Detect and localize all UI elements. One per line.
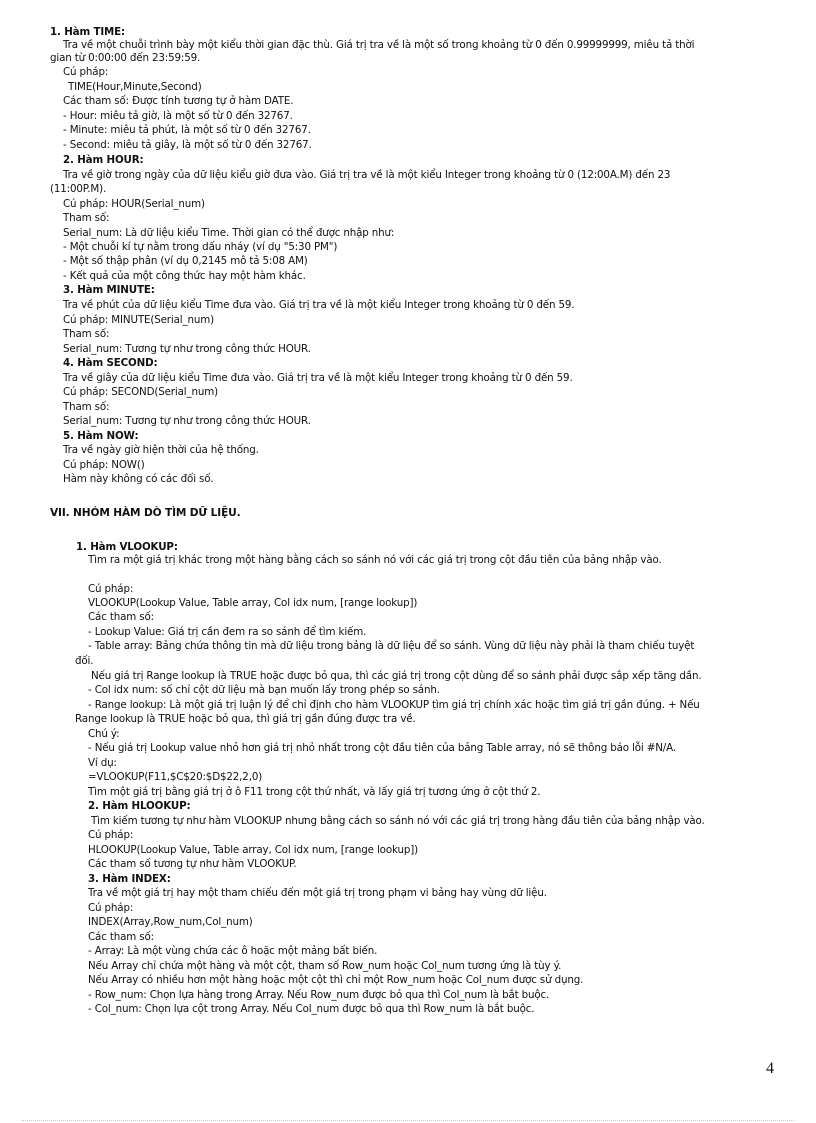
paragraph-line: Cú pháp: NOW() [63, 459, 145, 471]
paragraph-line: - Kết quả của một công thức hay một hàm khác. [63, 270, 306, 282]
paragraph-line: đối. [75, 655, 94, 667]
paragraph-line: Cú pháp: [88, 829, 134, 841]
heading-second: 4. Hàm SECOND: [63, 357, 158, 369]
paragraph-line: Tra về một chuỗi trình bày một kiểu thời gian đặc thù. Giá trị tra về là một số trong khoảng từ 0 đến 0.99999999, miêu tả thời [63, 39, 695, 51]
syntax-line: VLOOKUP(Lookup Value, Table array, Col idx num, [range lookup]) [88, 597, 418, 609]
paragraph-line: Cú pháp: SECOND(Serial_num) [63, 386, 218, 398]
paragraph-line: Cú pháp: [88, 902, 134, 914]
paragraph-line: Tra về giây của dữ liệu kiểu Time đưa vào. Giá trị tra về là một kiểu Integer trong khoảng từ 0 đến 59. [63, 372, 573, 384]
paragraph-line: Cú pháp: MINUTE(Serial_num) [63, 314, 214, 326]
paragraph-line: Cú pháp: [63, 66, 109, 78]
heading-index: 3. Hàm INDEX: [88, 873, 171, 885]
paragraph-line: Tìm một giá trị bằng giá trị ở ô F11 trong cột thứ nhất, và lấy giá trị tương ứng ở cột thứ 2. [88, 786, 541, 798]
paragraph-line: Các tham số tương tự như hàm VLOOKUP. [88, 858, 297, 870]
paragraph-line: Tham số: [63, 401, 110, 413]
paragraph-line: Serial_num: Tương tự như trong công thức HOUR. [63, 415, 311, 427]
paragraph-line: Serial_num: Tương tự như trong công thức HOUR. [63, 343, 311, 355]
paragraph-line: gian từ 0:00:00 đến 23:59:59. [50, 52, 201, 64]
paragraph-line: Nếu Array có nhiều hơn một hàng hoặc một cột thì chỉ một Row_num hoặc Col_num được sử dụng. [88, 974, 584, 986]
paragraph-line: Các tham số: [88, 611, 154, 623]
heading-hour: 2. Hàm HOUR: [63, 154, 144, 166]
formula-example: =VLOOKUP(F11,$C$20:$D$22,2,0) [88, 771, 263, 783]
paragraph-line: - Array: Là một vùng chứa các ô hoặc một mảng bất biến. [88, 945, 378, 957]
paragraph-line: Tra về phút của dữ liệu kiểu Time đưa vào. Giá trị tra về là một kiểu Integer trong khoảng từ 0 đến 59. [63, 299, 575, 311]
paragraph-line: (11:00P.M). [50, 183, 107, 195]
paragraph-line: Nếu Array chỉ chứa một hàng và một cột, tham số Row_num hoặc Col_num tương ứng là tùy ý. [88, 960, 562, 972]
paragraph-line: Cú pháp: HOUR(Serial_num) [63, 198, 205, 210]
paragraph-line: - Lookup Value: Giá trị cần đem ra so sánh để tìm kiếm. [88, 626, 367, 638]
footer-divider [22, 1120, 794, 1121]
paragraph-line: Tra về giờ trong ngày của dữ liệu kiểu giờ đưa vào. Giá trị tra về là một kiểu Integer trong khoảng từ 0 (12:00A.M) đến 23 [63, 169, 671, 181]
heading-minute: 3. Hàm MINUTE: [63, 284, 155, 296]
syntax-line: INDEX(Array,Row_num,Col_num) [88, 916, 253, 928]
paragraph-line: - Table array: Bảng chứa thông tin mà dữ liệu trong bảng là dữ liệu để so sánh. Vùng dữ liệu này phải là tham chiếu tuyệt [88, 640, 695, 652]
paragraph-line: Tìm kiếm tương tự như hàm VLOOKUP nhưng bằng cách so sánh nó với các giá trị trong hàng đầu tiên của bảng nhập vào. [91, 815, 705, 827]
syntax-line: TIME(Hour,Minute,Second) [68, 81, 202, 93]
paragraph-line: Tra về một giá trị hay một tham chiếu đến một giá trị trong phạm vi bảng hay vùng dữ liệu. [88, 887, 547, 899]
paragraph-line: Tham số: [63, 212, 110, 224]
paragraph-line: - Col_num: Chọn lựa cột trong Array. Nếu Col_num được bỏ qua thì Row_num là bắt buộc. [88, 1003, 535, 1015]
paragraph-line: Tham số: [63, 328, 110, 340]
paragraph-line: Range lookup là TRUE hoặc bỏ qua, thì giá trị gần đúng được tra về. [75, 713, 416, 725]
heading-time: 1. Hàm TIME: [50, 26, 125, 38]
paragraph-line: Ví dụ: [88, 757, 117, 769]
paragraph-line: - Row_num: Chọn lựa hàng trong Array. Nếu Row_num được bỏ qua thì Col_num là bắt buộc. [88, 989, 550, 1001]
paragraph-line: Nếu giá trị Range lookup là TRUE hoặc được bỏ qua, thì các giá trị trong cột dùng để so sánh phải được sắp xếp tăng dần. [91, 670, 702, 682]
paragraph-line: Hàm này không có các đối số. [63, 473, 214, 485]
paragraph-line: - Col idx num: số chỉ cột dữ liệu mà bạn muốn lấy trong phép so sánh. [88, 684, 440, 696]
paragraph-line: - Hour: miêu tả giờ, là một số từ 0 đến 32767. [63, 110, 293, 122]
paragraph-line: Tra về ngày giờ hiện thời của hệ thống. [63, 444, 259, 456]
section-heading-vii: VII. NHÓM HÀM DÒ TÌM DỮ LIỆU. [50, 507, 241, 519]
paragraph-line: Serial_num: Là dữ liệu kiểu Time. Thời gian có thể được nhập như: [63, 227, 395, 239]
paragraph-line: - Một số thập phân (ví dụ 0,2145 mô tả 5:08 AM) [63, 255, 308, 267]
paragraph-line: Chú ý: [88, 728, 120, 740]
heading-vlookup: 1. Hàm VLOOKUP: [76, 541, 178, 553]
paragraph-line: - Một chuỗi kí tự nằm trong dấu nháy (ví dụ "5:30 PM") [63, 241, 338, 253]
heading-hlookup: 2. Hàm HLOOKUP: [88, 800, 191, 812]
paragraph-line: - Second: miêu tả giây, là một số từ 0 đến 32767. [63, 139, 312, 151]
paragraph-line: Cú pháp: [88, 583, 134, 595]
page-number: 4 [766, 1060, 774, 1077]
paragraph-line: - Nếu giá trị Lookup value nhỏ hơn giá trị nhỏ nhất trong cột đầu tiên của bảng Table array, nó sẽ thông báo lỗi #N/A. [88, 742, 676, 754]
syntax-line: HLOOKUP(Lookup Value, Table array, Col idx num, [range lookup]) [88, 844, 418, 856]
paragraph-line: Các tham số: Được tính tương tự ở hàm DATE. [63, 95, 294, 107]
paragraph-line: Tìm ra một giá trị khác trong một hàng bằng cách so sánh nó với các giá trị trong cột đầu tiên của bảng nhập vào. [88, 554, 662, 566]
heading-now: 5. Hàm NOW: [63, 430, 139, 442]
paragraph-line: - Range lookup: Là một giá trị luận lý để chỉ định cho hàm VLOOKUP tìm giá trị chính xác hoặc tìm giá trị gần đúng. + Nếu [88, 699, 700, 711]
paragraph-line: Các tham số: [88, 931, 154, 943]
paragraph-line: - Minute: miêu tả phút, là một số từ 0 đến 32767. [63, 124, 311, 136]
